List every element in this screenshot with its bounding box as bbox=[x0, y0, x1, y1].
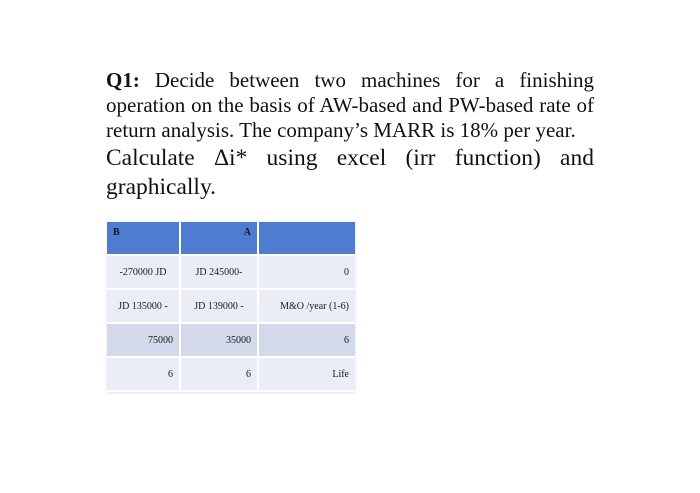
table-header-cell bbox=[259, 222, 355, 256]
table-row bbox=[107, 358, 355, 392]
question-line-1: Decide between two machines for a finishing operation on the basis of AW-based and PW-based rate of return analysis. The company’s MARR is 18% per year. bbox=[106, 68, 594, 142]
table-cell: 75000 bbox=[107, 324, 181, 358]
table-cell: JD 135000 - bbox=[107, 290, 181, 324]
table-cell: -270000 JD bbox=[107, 256, 181, 290]
table-header-cell: A bbox=[181, 222, 259, 256]
table-cell: 6 bbox=[259, 324, 355, 358]
table-cell: 0 bbox=[259, 256, 355, 290]
table-header-cell: B bbox=[107, 222, 181, 256]
table-cell: 35000 bbox=[181, 324, 259, 358]
table-cell: JD 139000 - bbox=[181, 290, 259, 324]
machines-table-container bbox=[107, 222, 355, 392]
machines-table bbox=[107, 222, 355, 392]
table-row bbox=[107, 256, 355, 290]
question-line-2: Calculate Δi* using excel (irr function) and graphically. bbox=[106, 145, 594, 200]
table-cell: 6 bbox=[107, 358, 181, 392]
table-cell: M&O /year (1-6) bbox=[259, 290, 355, 324]
table-cell: Life bbox=[259, 358, 355, 392]
table-cell: JD 245000- bbox=[181, 256, 259, 290]
table-cell: 6 bbox=[181, 358, 259, 392]
table-row bbox=[107, 324, 355, 358]
question-label: Q1: bbox=[106, 68, 140, 92]
table-header-row bbox=[107, 222, 355, 256]
table-row bbox=[107, 290, 355, 324]
question-text bbox=[106, 68, 594, 202]
